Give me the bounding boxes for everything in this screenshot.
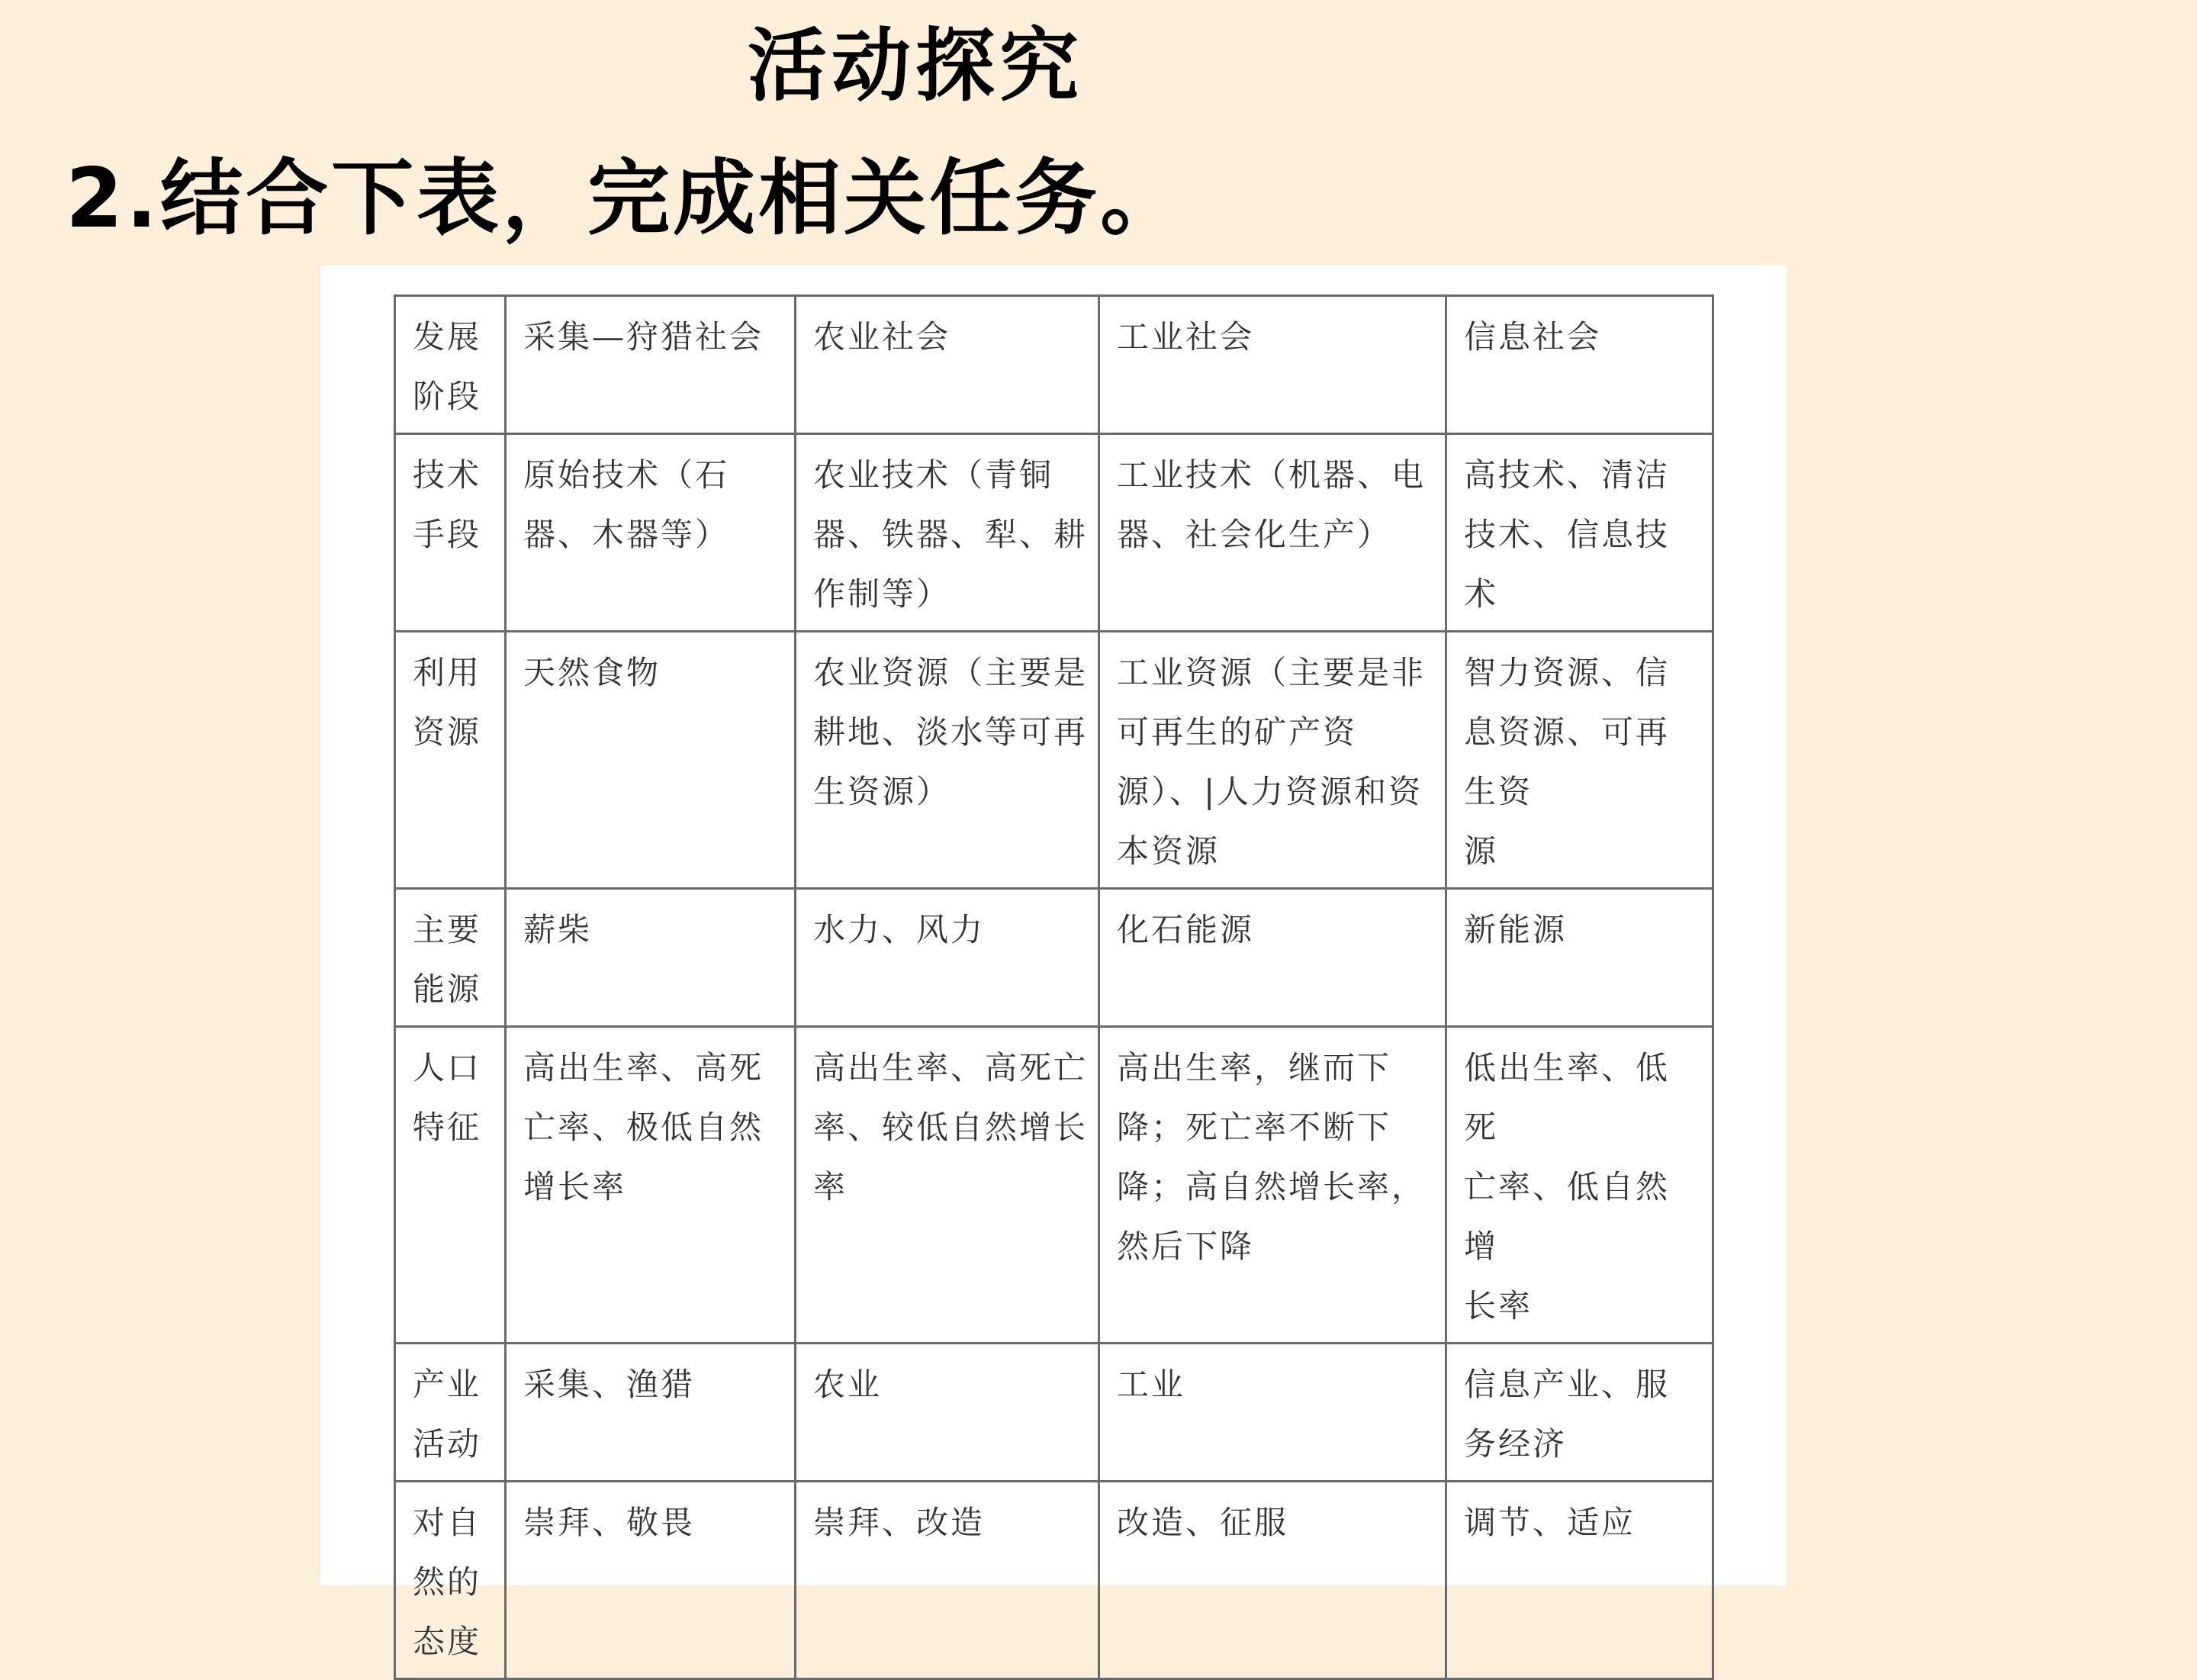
table-cell: 崇拜、改造 (796, 1482, 1099, 1679)
header-cell-industrial-society: 工业社会 (1099, 296, 1446, 434)
table-cell: 采集、渔猎 (506, 1344, 796, 1482)
table-row-attitude (395, 1482, 1713, 1679)
table-row-industry (395, 1344, 1713, 1482)
table-cell: 农业技术（青铜器、铁器、犁、耕作制等） (796, 434, 1099, 632)
table-cell: 工业资源（主要是非可再生的矿产资源）、|人力资源和资本资源 (1099, 632, 1446, 889)
table-header-row (395, 296, 1713, 434)
table-cell: 水力、风力 (796, 889, 1099, 1027)
table-cell: 新能源 (1446, 889, 1713, 1027)
table-cell: 原始技术（石器、木器等） (506, 434, 796, 632)
header-cell-stage: 发展阶段 (395, 296, 506, 434)
row-label: 主要能源 (395, 889, 506, 1027)
table-cell: 农业资源（主要是耕地、淡水等可再生资源） (796, 632, 1099, 889)
table-image-panel (320, 266, 1787, 1660)
table-cell: 信息产业、服务经济 (1446, 1344, 1713, 1482)
row-label: 人口特征 (395, 1027, 506, 1344)
table-cell: 天然食物 (506, 632, 796, 889)
table-cell: 农业 (796, 1344, 1099, 1482)
table-cell: 低出生率、低死 亡率、低自然增 长率 (1446, 1027, 1713, 1344)
table-row-population (395, 1027, 1713, 1344)
table-row-energy (395, 889, 1713, 1027)
table-cell: 智力资源、信息资源、可再生资 源 (1446, 632, 1713, 889)
row-label: 技术手段 (395, 434, 506, 632)
header-cell-hunting-society: 采集—狩猎社会 (506, 296, 796, 434)
table-cell: 工业技术（机器、电器、社会化生产） (1099, 434, 1446, 632)
table-cell: 崇拜、敬畏 (506, 1482, 796, 1679)
table-row-resources (395, 632, 1713, 889)
table-cell: 高出生率、高死亡率、极低自然增长率 (506, 1027, 796, 1344)
row-label: 利用资源 (395, 632, 506, 889)
table-cell: 改造、征服 (1099, 1482, 1446, 1679)
table-cell: 薪柴 (506, 889, 796, 1027)
table-row-technology (395, 434, 1713, 632)
table-cell: 调节、适应 (1446, 1482, 1713, 1679)
table-cell: 工业 (1099, 1344, 1446, 1482)
slide-title: 活动探究 (747, 19, 1083, 112)
row-label: 对自然的态度 (395, 1482, 506, 1679)
row-label: 产业活动 (395, 1344, 506, 1482)
header-cell-agricultural-society: 农业社会 (796, 296, 1099, 434)
task-instruction: 2.结合下表，完成相关任务。 (66, 151, 1186, 246)
table-cell: 高技术、清洁技术、信息技术 (1446, 434, 1713, 632)
society-comparison-table (394, 294, 1714, 1680)
header-cell-information-society: 信息社会 (1446, 296, 1713, 434)
table-cell: 化石能源 (1099, 889, 1446, 1027)
table-cell: 高出生率，继而下降；死亡率不断下降；高自然增长率，然后下降 (1099, 1027, 1446, 1344)
table-cell: 高出生率、高死亡率、较低自然增长率 (796, 1027, 1099, 1344)
